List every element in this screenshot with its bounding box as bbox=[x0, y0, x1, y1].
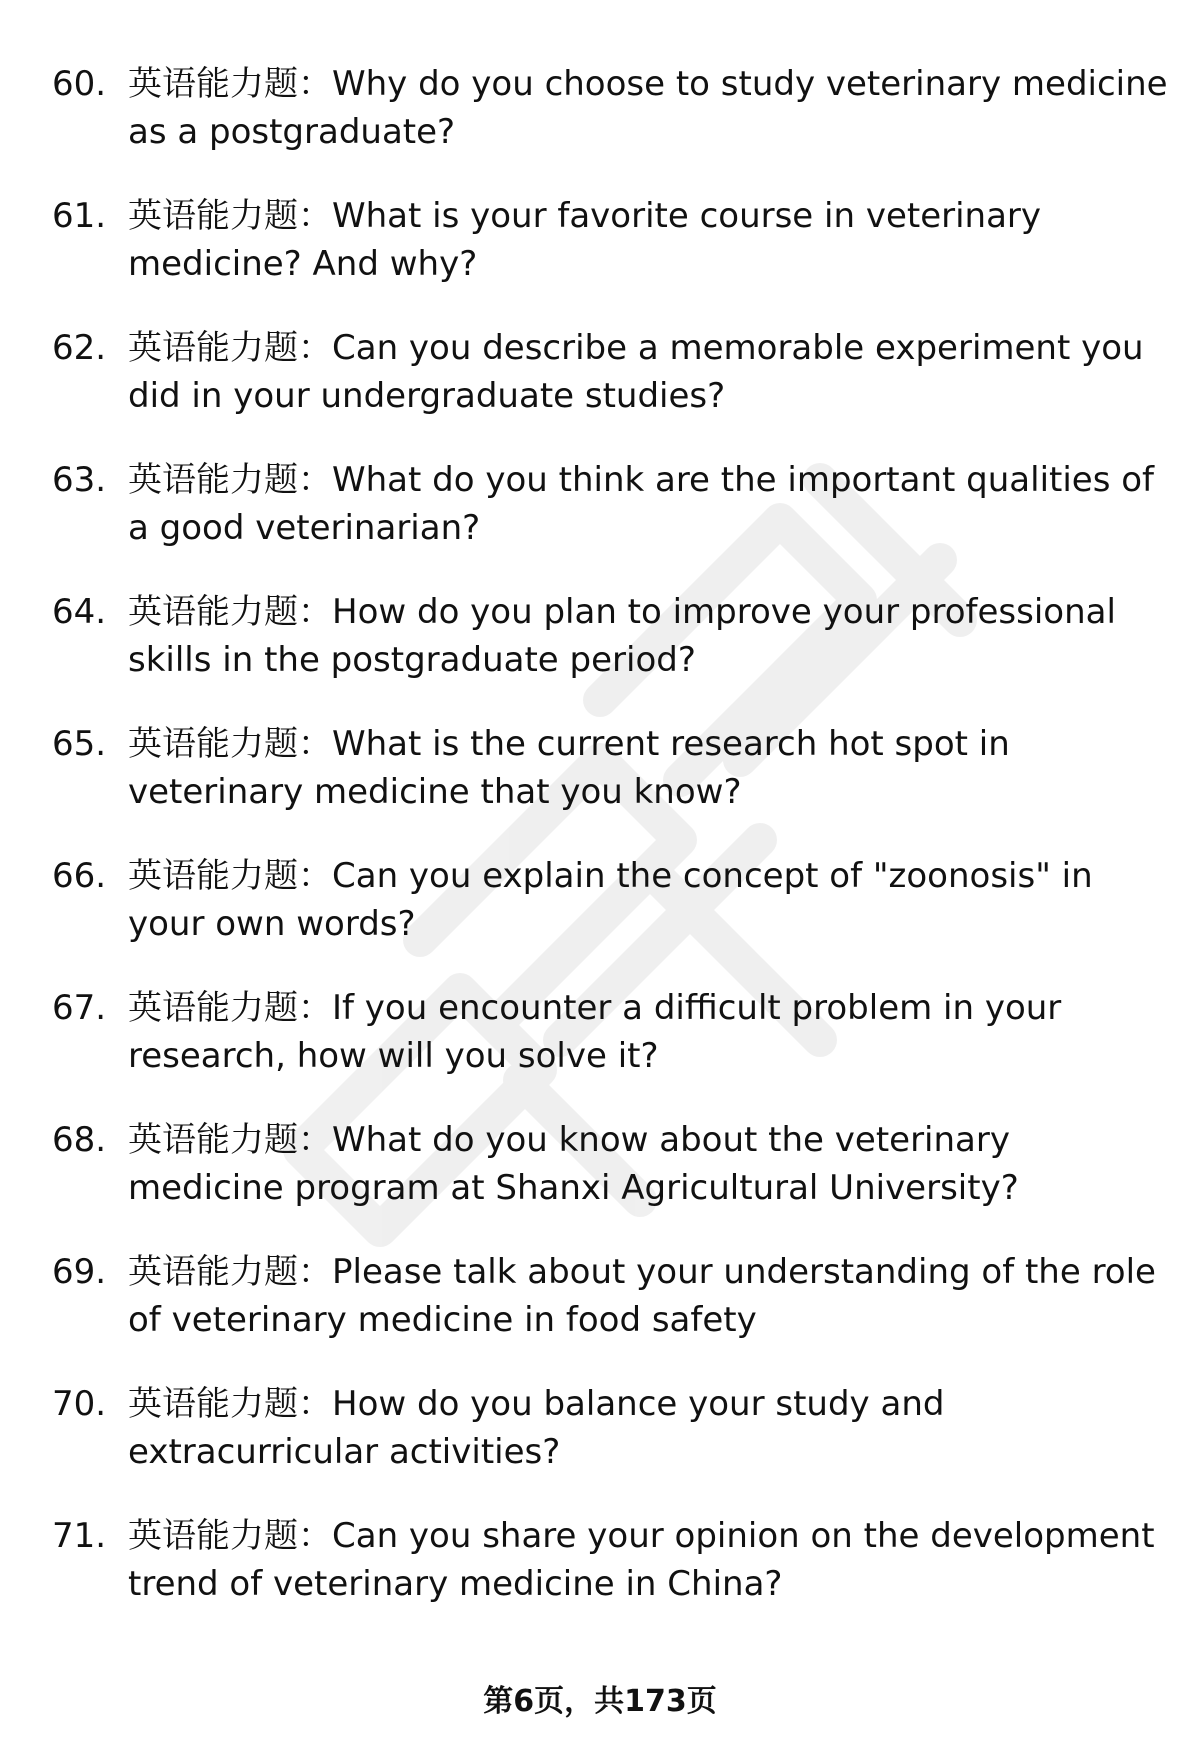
question-number: 70. bbox=[52, 1384, 107, 1424]
question-item bbox=[0, 1116, 1200, 1226]
question-item bbox=[0, 456, 1200, 566]
question-text-block bbox=[128, 852, 1170, 948]
question-text-block bbox=[128, 720, 1170, 816]
question-tag: 英语能力题： bbox=[128, 460, 332, 500]
question-text-block bbox=[128, 1512, 1170, 1608]
question-item bbox=[0, 1512, 1200, 1622]
question-text-block bbox=[128, 1248, 1170, 1344]
question-number: 71. bbox=[52, 1516, 107, 1556]
question-tag: 英语能力题： bbox=[128, 988, 332, 1028]
question-tag: 英语能力题： bbox=[128, 328, 332, 368]
question-text: What is your favorite course in veterinary medicine? And why? bbox=[128, 196, 1042, 284]
question-tag: 英语能力题： bbox=[128, 592, 332, 632]
question-number: 69. bbox=[52, 1252, 107, 1292]
question-number: 61. bbox=[52, 196, 107, 236]
question-number: 68. bbox=[52, 1120, 107, 1160]
question-item bbox=[0, 324, 1200, 434]
question-number: 67. bbox=[52, 988, 107, 1028]
question-number: 63. bbox=[52, 460, 107, 500]
question-number: 62. bbox=[52, 328, 107, 368]
question-item bbox=[0, 852, 1200, 962]
question-tag: 英语能力题： bbox=[128, 196, 332, 236]
question-text: How do you plan to improve your professional skills in the postgraduate period? bbox=[128, 592, 1116, 680]
question-text-block bbox=[128, 324, 1170, 420]
question-item bbox=[0, 984, 1200, 1094]
page-footer bbox=[0, 1682, 1200, 1722]
page-number-label: 第6页，共173页 bbox=[483, 1684, 717, 1719]
question-text-block bbox=[128, 456, 1170, 552]
question-text-block bbox=[128, 192, 1170, 288]
question-number: 60. bbox=[52, 64, 107, 104]
question-item bbox=[0, 1380, 1200, 1490]
question-text: Please talk about your understanding of the role of veterinary medicine in food safety bbox=[128, 1252, 1156, 1340]
question-tag: 英语能力题： bbox=[128, 1252, 332, 1292]
question-tag: 英语能力题： bbox=[128, 1516, 332, 1556]
question-item bbox=[0, 720, 1200, 830]
question-item bbox=[0, 192, 1200, 302]
question-tag: 英语能力题： bbox=[128, 856, 332, 896]
question-text: What is the current research hot spot in veterinary medicine that you know? bbox=[128, 724, 1010, 812]
question-text-block bbox=[128, 1116, 1170, 1212]
question-text: How do you balance your study and extracurricular activities? bbox=[128, 1384, 945, 1472]
question-text-block bbox=[128, 984, 1170, 1080]
question-text: What do you think are the important qualities of a good veterinarian? bbox=[128, 460, 1155, 548]
question-text-block bbox=[128, 60, 1170, 156]
question-text: Can you explain the concept of "zoonosis" in your own words? bbox=[128, 856, 1093, 944]
question-tag: 英语能力题： bbox=[128, 64, 332, 104]
question-text-block bbox=[128, 1380, 1170, 1476]
question-text: What do you know about the veterinary medicine program at Shanxi Agricultural University? bbox=[128, 1120, 1019, 1208]
question-item bbox=[0, 1248, 1200, 1358]
question-text: If you encounter a difficult problem in your research, how will you solve it? bbox=[128, 988, 1062, 1076]
question-text: Can you describe a memorable experiment you did in your undergraduate studies? bbox=[128, 328, 1144, 416]
question-tag: 英语能力题： bbox=[128, 1120, 332, 1160]
question-text: Why do you choose to study veterinary medicine as a postgraduate? bbox=[128, 64, 1168, 152]
question-tag: 英语能力题： bbox=[128, 724, 332, 764]
question-item bbox=[0, 588, 1200, 698]
question-number: 64. bbox=[52, 592, 107, 632]
question-item bbox=[0, 60, 1200, 170]
question-text-block bbox=[128, 588, 1170, 684]
question-number: 66. bbox=[52, 856, 107, 896]
question-tag: 英语能力题： bbox=[128, 1384, 332, 1424]
question-text: Can you share your opinion on the development trend of veterinary medicine in China? bbox=[128, 1516, 1155, 1604]
question-number: 65. bbox=[52, 724, 107, 764]
